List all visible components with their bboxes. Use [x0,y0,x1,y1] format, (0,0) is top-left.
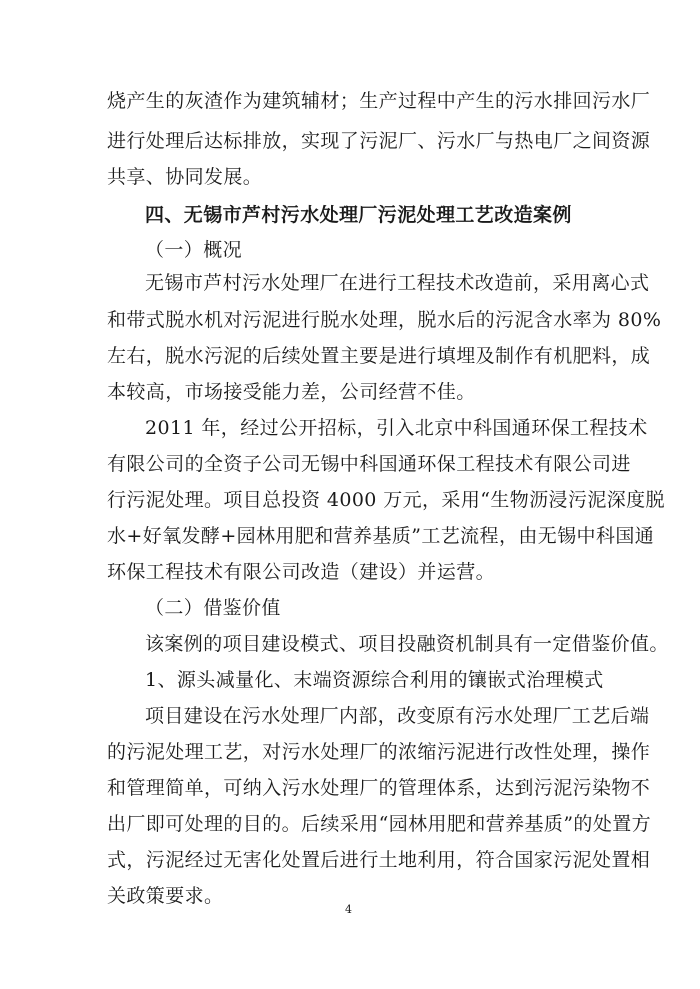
body-text-line: 出厂即可处理的目的。后续采用“园林用肥和营养基质”的处置方 [107,813,652,835]
section-heading: 四、无锡市芦村污水处理厂污泥处理工艺改造案例 [145,204,572,226]
body-text-line: 和带式脱水机对污泥进行脱水处理，脱水后的污泥含水率为 80% [107,309,662,331]
body-text-line: 水+好氧发酵+园林用肥和营养基质”工艺流程，由无锡中科国通 [107,525,655,547]
body-text-line: 环保工程技术有限公司改造（建设）并运营。 [107,561,496,583]
body-text-line: 共享、协同发展。 [107,166,263,188]
body-text-line: 无锡市芦村污水处理厂在进行工程技术改造前，采用离心式 [145,272,650,294]
body-text-line: 本较高，市场接受能力差，公司经营不佳。 [107,381,476,403]
body-text-line: 烧产生的灰渣作为建筑辅材；生产过程中产生的污水排回污水厂 [107,90,651,112]
page-number: 4 [345,903,352,916]
body-text-line: 的污泥处理工艺，对污水处理厂的浓缩污泥进行改性处理，操作 [107,741,651,763]
subsection-heading: （一）概况 [145,239,243,261]
body-text-line: 1、源头减量化、末端资源综合利用的镶嵌式治理模式 [145,669,604,691]
body-text-line: 项目建设在污水处理厂内部，改变原有污水处理厂工艺后端 [145,705,650,727]
body-text-line: 2011 年，经过公开招标，引入北京中科国通环保工程技术 [145,417,648,439]
body-text-line: 和管理简单，可纳入污水处理厂的管理体系，达到污泥污染物不 [107,777,651,799]
body-text-line: 行污泥处理。项目总投资 4000 万元，采用“生物沥浸污泥深度脱 [107,489,665,511]
body-text-line: 进行处理后达标排放，实现了污泥厂、污水厂与热电厂之间资源 [107,130,651,152]
body-text-line: 左右，脱水污泥的后续处置主要是进行填埋及制作有机肥料，成 [107,345,651,367]
subsection-heading: （二）借鉴价值 [145,597,281,619]
body-text-line: 该案例的项目建设模式、项目投融资机制具有一定借鉴价值。 [145,633,669,655]
body-text-line: 有限公司的全资子公司无锡中科国通环保工程技术有限公司进 [107,453,631,475]
body-text-line: 关政策要求。 [107,885,224,907]
body-text-line: 式，污泥经过无害化处置后进行土地利用，符合国家污泥处置相 [107,849,651,871]
